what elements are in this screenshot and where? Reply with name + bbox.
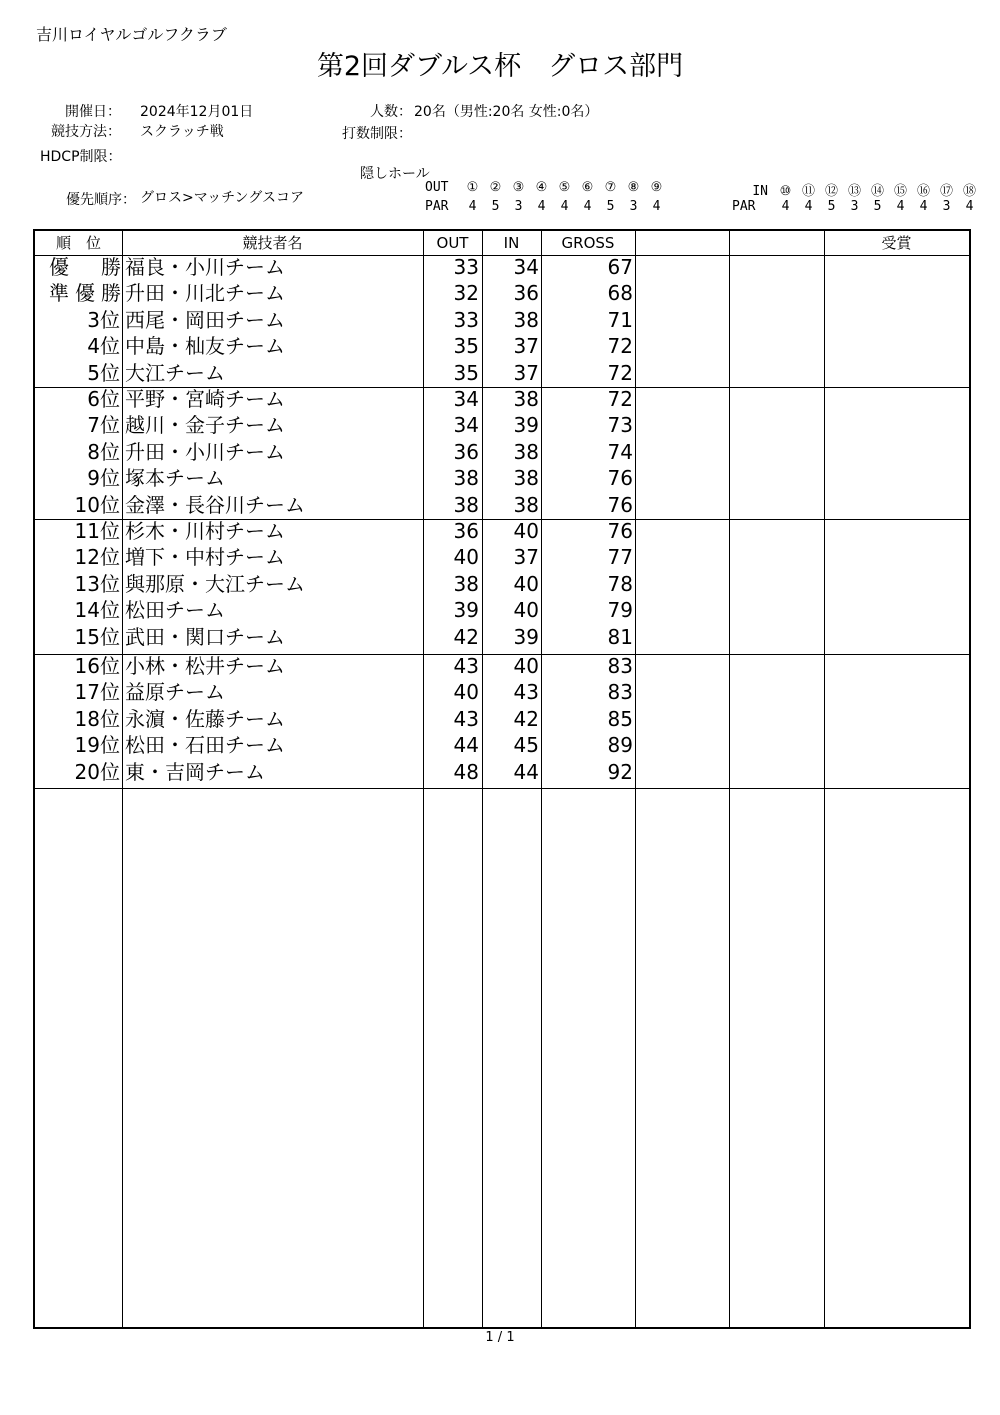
gross-cell: 73 — [607, 413, 633, 438]
name-cell: 升田・川北チーム — [125, 281, 285, 306]
par-15: 4 — [896, 199, 905, 214]
gross-cell: 85 — [607, 706, 633, 731]
hole-9: ⑨ — [650, 180, 663, 195]
hole-10: ⑩ — [779, 184, 792, 199]
rank-cell: 20位 — [74, 759, 120, 784]
name-cell: 金澤・長谷川チーム — [125, 492, 305, 517]
out-cell: 40 — [453, 680, 479, 705]
out-pars-row — [425, 199, 668, 214]
rank-cell: 3位 — [87, 307, 120, 332]
table-row — [35, 544, 969, 570]
in-cell: 37 — [513, 360, 539, 385]
par-14: 5 — [873, 199, 882, 214]
date-value: 2024年12月01日 — [140, 104, 254, 120]
out-cell: 36 — [453, 439, 479, 464]
gross-cell: 67 — [607, 255, 633, 279]
hole-8: ⑧ — [627, 180, 640, 195]
rank-cell: 15位 — [74, 624, 120, 649]
rank-cell: 準優勝 — [49, 281, 121, 306]
name-cell: 小林・松井チーム — [125, 654, 285, 678]
hole-12: ⑫ — [824, 184, 838, 199]
out-cell: 40 — [453, 545, 479, 570]
out-cell: 35 — [453, 334, 479, 359]
out-cell: 36 — [453, 519, 479, 543]
in-cell: 39 — [513, 624, 539, 649]
in-cell: 38 — [513, 307, 539, 332]
gross-cell: 92 — [607, 759, 633, 784]
out-cell: 39 — [453, 598, 479, 623]
table-row — [35, 333, 969, 359]
in-label: IN — [752, 184, 768, 199]
table-row — [35, 571, 969, 597]
rank-cell: 9位 — [87, 466, 120, 491]
hole-4: ④ — [535, 180, 548, 195]
rank-cell: 13位 — [74, 571, 120, 596]
par-4: 4 — [537, 199, 546, 214]
in-par-label: PAR — [732, 199, 756, 214]
rank-cell: 16位 — [74, 654, 120, 678]
name-cell: 増下・中村チーム — [125, 545, 285, 570]
par-13: 3 — [850, 199, 859, 214]
header-out: OUT — [436, 234, 469, 252]
in-cell: 40 — [513, 598, 539, 623]
table-row — [35, 465, 969, 491]
out-cell: 33 — [453, 255, 479, 279]
out-cell: 43 — [453, 654, 479, 678]
par-7: 5 — [606, 199, 615, 214]
table-row — [35, 653, 969, 679]
group-divider — [35, 788, 969, 789]
rank-cell: 10位 — [74, 492, 120, 517]
in-cell: 45 — [513, 733, 539, 758]
name-cell: 杉木・川村チーム — [125, 519, 285, 543]
in-cell: 38 — [513, 466, 539, 491]
gross-cell: 72 — [607, 387, 633, 411]
page-number: 1 / 1 — [485, 1330, 515, 1345]
gross-cell: 68 — [607, 281, 633, 306]
rank-cell: 12位 — [74, 545, 120, 570]
in-cell: 40 — [513, 519, 539, 543]
out-par-label: PAR — [425, 199, 449, 214]
rank-cell: 19位 — [74, 733, 120, 758]
method-value: スクラッチ戦 — [140, 124, 224, 140]
par-5: 4 — [560, 199, 569, 214]
strokes-label: 打数制限： — [342, 126, 412, 142]
gross-cell: 89 — [607, 733, 633, 758]
hole-1: ① — [466, 180, 479, 195]
gross-cell: 79 — [607, 598, 633, 623]
gross-cell: 76 — [607, 492, 633, 517]
name-cell: 永濵・佐藤チーム — [125, 706, 285, 731]
par-16: 4 — [919, 199, 928, 214]
header-award: 受賞 — [881, 234, 912, 252]
table-row — [35, 732, 969, 758]
name-cell: 中島・杣友チーム — [125, 334, 285, 359]
rank-cell: 8位 — [87, 439, 120, 464]
in-cell: 43 — [513, 680, 539, 705]
par-3: 3 — [514, 199, 523, 214]
par-17: 3 — [942, 199, 951, 214]
in-cell: 42 — [513, 706, 539, 731]
name-cell: 松田・石田チーム — [125, 733, 285, 758]
gross-cell: 72 — [607, 334, 633, 359]
name-cell: 福良・小川チーム — [125, 255, 285, 279]
table-row — [35, 307, 969, 333]
gross-cell: 83 — [607, 680, 633, 705]
out-cell: 32 — [453, 281, 479, 306]
table-row — [35, 412, 969, 438]
gross-cell: 76 — [607, 519, 633, 543]
page-title: 第2回ダブルス杯 グロス部門 — [316, 51, 684, 82]
header-gross: GROSS — [561, 234, 615, 252]
method-label: 競技方法： — [51, 124, 121, 140]
gross-cell: 74 — [607, 439, 633, 464]
rank-cell: 7位 — [87, 413, 120, 438]
hidden-holes-label: 隠しホール — [360, 166, 430, 182]
in-cell: 37 — [513, 545, 539, 570]
par-8: 3 — [629, 199, 638, 214]
name-cell: 越川・金子チーム — [125, 413, 285, 438]
hdcp-label: HDCP制限： — [40, 149, 122, 165]
table-row — [35, 706, 969, 732]
hole-14: ⑭ — [870, 184, 884, 199]
in-cell: 38 — [513, 492, 539, 517]
rank-cell: 5位 — [87, 360, 120, 385]
in-cell: 37 — [513, 334, 539, 359]
hole-11: ⑪ — [801, 184, 815, 199]
out-cell: 43 — [453, 706, 479, 731]
out-cell: 38 — [453, 466, 479, 491]
gross-cell: 72 — [607, 360, 633, 385]
out-cell: 48 — [453, 759, 479, 784]
par-1: 4 — [468, 199, 477, 214]
table-row — [35, 280, 969, 306]
gross-cell: 78 — [607, 571, 633, 596]
header-extra1 — [635, 231, 729, 255]
out-label: OUT — [425, 180, 449, 195]
par-2: 5 — [491, 199, 500, 214]
par-9: 4 — [652, 199, 661, 214]
hole-3: ③ — [512, 180, 525, 195]
out-holes-row — [425, 180, 668, 195]
rank-cell: 6位 — [87, 387, 120, 411]
name-cell: 與那原・大江チーム — [125, 571, 305, 596]
priority-label: 優先順序： — [66, 192, 136, 208]
header-extra2 — [729, 231, 824, 255]
table-row — [35, 492, 969, 518]
in-cell: 36 — [513, 281, 539, 306]
hole-18: ⑱ — [962, 184, 976, 199]
out-cell: 35 — [453, 360, 479, 385]
hole-2: ② — [489, 180, 502, 195]
rank-cell: 14位 — [74, 598, 120, 623]
rank-cell: 優勝 — [49, 255, 121, 279]
par-18: 4 — [965, 199, 974, 214]
table-row — [35, 386, 969, 412]
table-row — [35, 360, 969, 386]
hole-7: ⑦ — [604, 180, 617, 195]
table-row — [35, 624, 969, 650]
gross-cell: 71 — [607, 307, 633, 332]
in-pars-row — [732, 199, 981, 214]
name-cell: 武田・関口チーム — [125, 624, 285, 649]
hole-6: ⑥ — [581, 180, 594, 195]
hole-17: ⑰ — [939, 184, 953, 199]
in-holes-row — [738, 180, 981, 199]
name-cell: 大江チーム — [125, 360, 225, 385]
table-row — [35, 518, 969, 544]
in-cell: 44 — [513, 759, 539, 784]
table-row — [35, 679, 969, 705]
players-label: 人数： — [370, 104, 412, 120]
out-cell: 44 — [453, 733, 479, 758]
par-11: 4 — [804, 199, 813, 214]
par-10: 4 — [781, 199, 790, 214]
name-cell: 松田チーム — [125, 598, 225, 623]
header-name: 競技者名 — [242, 234, 303, 252]
hole-15: ⑮ — [893, 184, 907, 199]
priority-value: グロス>マッチングスコア — [140, 190, 305, 206]
table-row — [35, 439, 969, 465]
in-cell: 40 — [513, 654, 539, 678]
rank-cell: 18位 — [74, 706, 120, 731]
rank-cell: 17位 — [74, 680, 120, 705]
name-cell: 東・吉岡チーム — [125, 759, 265, 784]
name-cell: 益原チーム — [125, 680, 225, 705]
out-cell: 33 — [453, 307, 479, 332]
name-cell: 塚本チーム — [125, 466, 225, 491]
out-cell: 38 — [453, 492, 479, 517]
gross-cell: 76 — [607, 466, 633, 491]
name-cell: 平野・宮崎チーム — [125, 387, 285, 411]
name-cell: 西尾・岡田チーム — [125, 307, 285, 332]
table-row — [35, 597, 969, 623]
par-12: 5 — [827, 199, 836, 214]
in-cell: 40 — [513, 571, 539, 596]
in-cell: 38 — [513, 387, 539, 411]
rank-cell: 11位 — [74, 519, 120, 543]
club-name: 吉川ロイヤルゴルフクラブ — [36, 25, 227, 44]
name-cell: 升田・小川チーム — [125, 439, 285, 464]
out-cell: 34 — [453, 387, 479, 411]
players-value: 20名（男性:20名 女性:0名） — [414, 104, 599, 120]
hole-13: ⑬ — [847, 184, 861, 199]
gross-cell: 83 — [607, 654, 633, 678]
gross-cell: 77 — [607, 545, 633, 570]
hole-16: ⑯ — [916, 184, 930, 199]
par-6: 4 — [583, 199, 592, 214]
in-cell: 38 — [513, 439, 539, 464]
header-in: IN — [503, 234, 520, 252]
table-row — [35, 759, 969, 785]
date-label: 開催日： — [65, 104, 121, 120]
gross-cell: 81 — [607, 624, 633, 649]
rank-cell: 4位 — [87, 334, 120, 359]
out-cell: 38 — [453, 571, 479, 596]
results-table — [33, 229, 971, 1329]
out-cell: 34 — [453, 413, 479, 438]
in-cell: 34 — [513, 255, 539, 279]
table-row — [35, 254, 969, 280]
out-cell: 42 — [453, 624, 479, 649]
in-cell: 39 — [513, 413, 539, 438]
hole-5: ⑤ — [558, 180, 571, 195]
header-rank: 順 位 — [55, 234, 101, 252]
